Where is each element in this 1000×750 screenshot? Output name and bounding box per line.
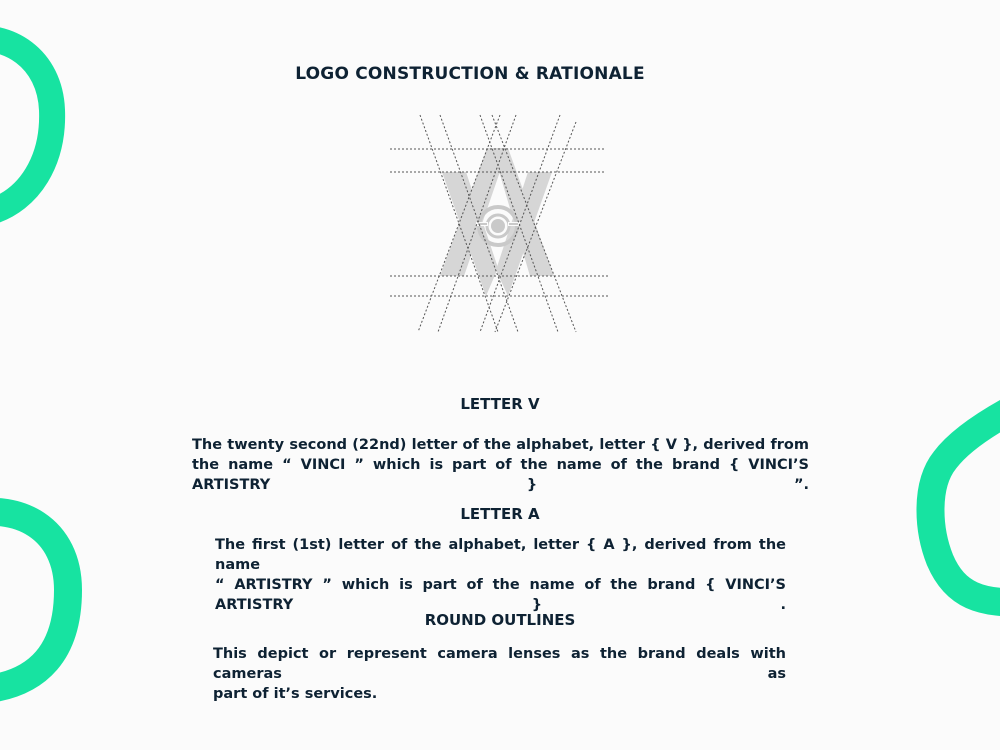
page-title: LOGO CONSTRUCTION & RATIONALE xyxy=(295,64,645,84)
text-line: the name “ VINCI ” which is part of the name of the brand { VINCI’S ARTISTRY } ”. xyxy=(192,457,809,493)
text-line: The twenty second (22nd) letter of the alphabet, letter { V }, derived from xyxy=(192,437,809,453)
section-heading-round-outlines: ROUND OUTLINES xyxy=(424,611,576,629)
decorative-blob-bottom-left xyxy=(0,490,110,720)
camera-lens-icon xyxy=(476,207,520,245)
text-line: part of it’s services. xyxy=(213,686,378,702)
section-heading-letter-a: LETTER A xyxy=(460,505,540,523)
section-text-letter-a xyxy=(215,535,786,615)
text-line: “ ARTISTRY ” which is part of the name of the brand { VINCI’S ARTISTRY } . xyxy=(215,577,786,613)
logo-construction-grid-icon xyxy=(380,110,620,340)
decorative-blob-top-left xyxy=(0,0,90,240)
text-line: This depict or represent camera lenses as the brand deals with cameras as xyxy=(213,646,786,682)
section-text-round-outlines xyxy=(213,644,786,704)
text-line: The first (1st) letter of the alphabet, letter { A }, derived from the name xyxy=(215,537,786,573)
section-text-letter-v xyxy=(192,435,809,495)
section-heading-letter-v: LETTER V xyxy=(460,395,540,413)
